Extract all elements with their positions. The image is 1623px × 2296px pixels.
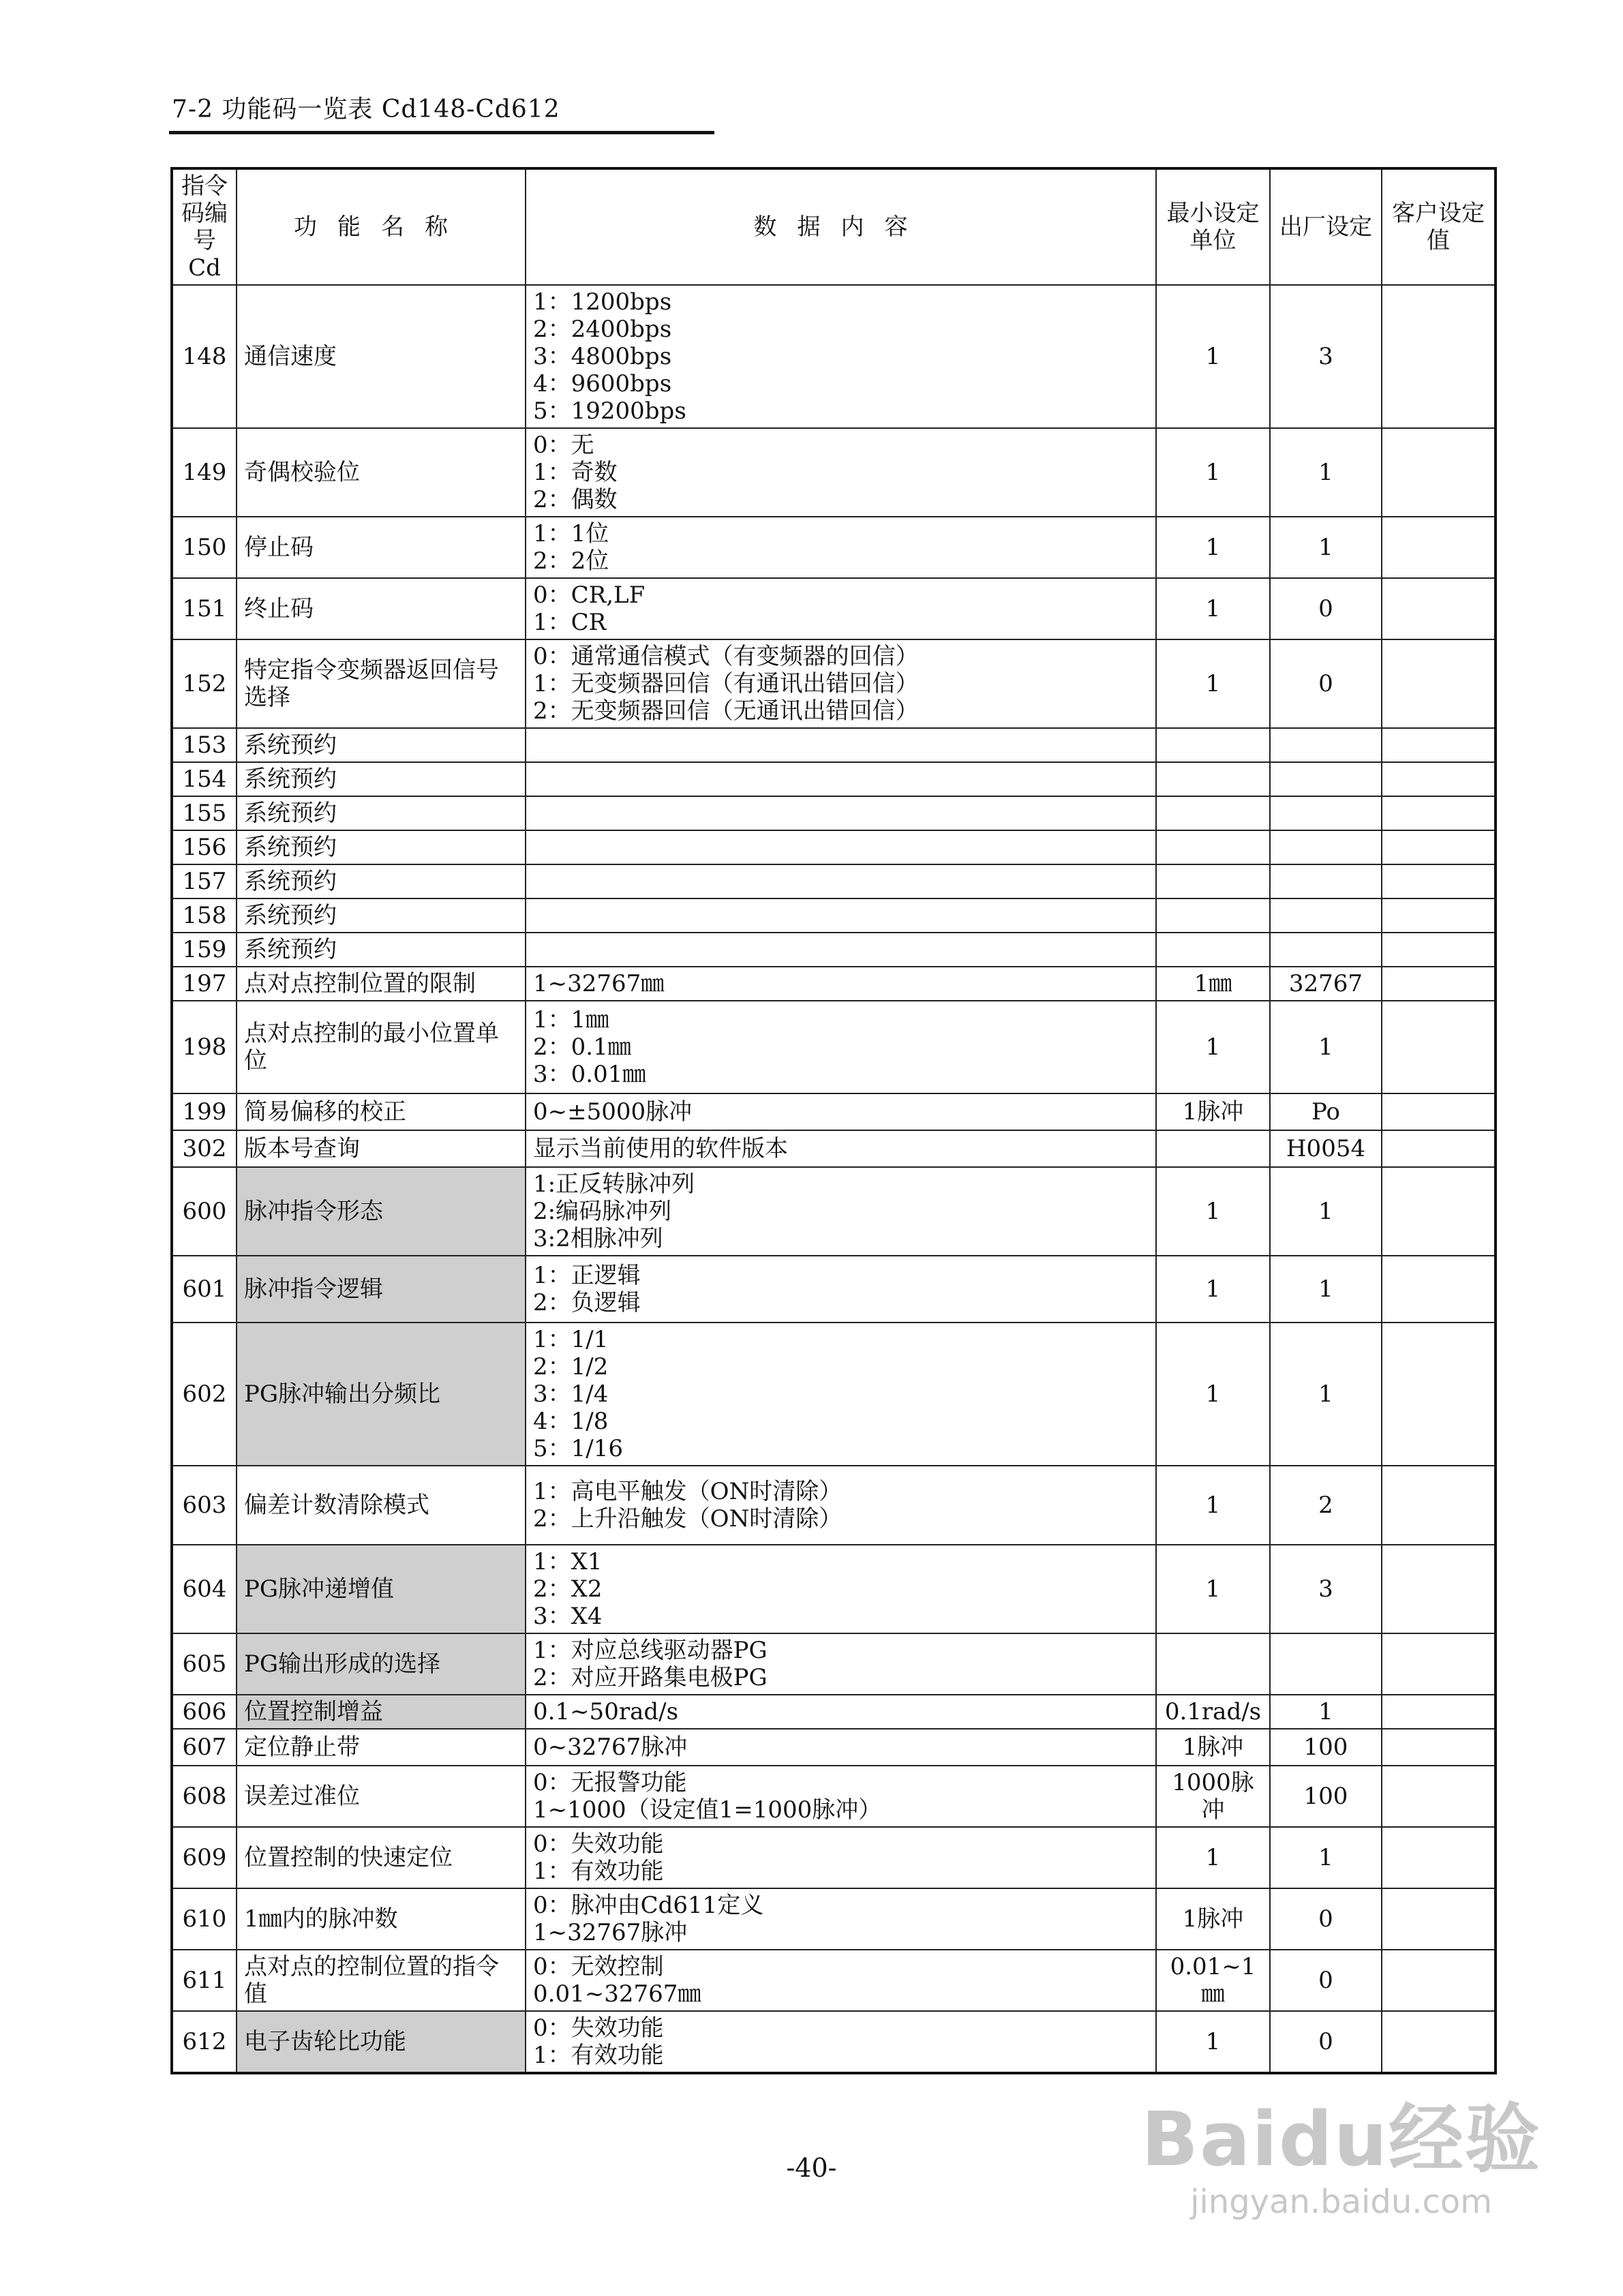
cell-customer-setting	[1382, 1256, 1496, 1323]
content-line: 0.01~32767㎜	[533, 1980, 701, 2008]
table-row	[172, 2011, 1496, 2073]
header-customer-setting: 客户设定值	[1382, 168, 1496, 285]
cell-customer-setting	[1382, 1888, 1496, 1950]
cell-data-content	[526, 967, 1156, 1001]
cell-factory-setting: 32767	[1270, 967, 1382, 1001]
cell-customer-setting	[1382, 578, 1496, 639]
cell-code: 610	[172, 1888, 237, 1950]
cell-code: 600	[172, 1167, 237, 1256]
cell-code: 148	[172, 285, 237, 428]
cell-function-name: 简易偏移的校正	[237, 1093, 526, 1130]
cell-customer-setting	[1382, 898, 1496, 933]
cell-factory-setting: 0	[1270, 1950, 1382, 2011]
table-row	[172, 1466, 1496, 1545]
cell-data-content	[526, 898, 1156, 933]
cell-customer-setting	[1382, 1827, 1496, 1888]
cell-data-content	[526, 285, 1156, 428]
cell-code: 153	[172, 728, 237, 762]
content-line: 2：上升沿触发（ON时清除）	[533, 1505, 843, 1532]
cell-customer-setting	[1382, 517, 1496, 578]
cell-data-content	[526, 1323, 1156, 1466]
cell-data-content	[526, 639, 1156, 728]
table-body	[172, 285, 1496, 2073]
cell-function-name: 系统预约	[237, 933, 526, 967]
cell-customer-setting	[1382, 2011, 1496, 2073]
cell-function-name: 误差过准位	[237, 1766, 526, 1827]
cell-function-name: 奇偶校验位	[237, 428, 526, 517]
table-row	[172, 1167, 1496, 1256]
cell-code: 159	[172, 933, 237, 967]
cell-function-name: 点对点控制的最小位置单位	[237, 1001, 526, 1093]
cell-function-name: 系统预约	[237, 762, 526, 796]
content-line: 5：19200bps	[533, 397, 686, 425]
cell-factory-setting: 1	[1270, 517, 1382, 578]
table-row	[172, 517, 1496, 578]
cell-code: 612	[172, 2011, 237, 2073]
content-line: 3:2相脉冲列	[533, 1225, 663, 1252]
cell-code: 199	[172, 1093, 237, 1130]
cell-customer-setting	[1382, 728, 1496, 762]
cell-factory-setting: 1	[1270, 1001, 1382, 1093]
table-row	[172, 1093, 1496, 1130]
content-line: 3：4800bps	[533, 343, 672, 370]
content-line: 2：无变频器回信（无通讯出错回信）	[533, 697, 919, 725]
cell-data-content	[526, 1827, 1156, 1888]
table-row	[172, 933, 1496, 967]
cell-function-name: 特定指令变频器返回信号选择	[237, 639, 526, 728]
table-row	[172, 1130, 1496, 1167]
cell-factory-setting: H0054	[1270, 1130, 1382, 1167]
cell-data-content	[526, 1888, 1156, 1950]
cell-factory-setting: 0	[1270, 1888, 1382, 1950]
cell-factory-setting: 1	[1270, 1323, 1382, 1466]
cell-function-name: PG输出形成的选择	[237, 1633, 526, 1695]
cell-data-content	[526, 762, 1156, 796]
cell-code: 156	[172, 830, 237, 864]
content-line: 0~±5000脉冲	[533, 1098, 693, 1126]
cell-function-name: 定位静止带	[237, 1729, 526, 1766]
cell-customer-setting	[1382, 762, 1496, 796]
cell-data-content	[526, 1545, 1156, 1633]
cell-min-unit: 1	[1156, 1167, 1270, 1256]
cell-min-unit: 1脉冲	[1156, 1729, 1270, 1766]
cell-min-unit: 1	[1156, 1256, 1270, 1323]
cell-customer-setting	[1382, 1729, 1496, 1766]
content-line: 2：负逻辑	[533, 1289, 641, 1316]
cell-min-unit: 1000脉冲	[1156, 1766, 1270, 1827]
table-row	[172, 1888, 1496, 1950]
cell-code: 611	[172, 1950, 237, 2011]
content-line: 2：0.1㎜	[533, 1033, 631, 1061]
table-row	[172, 762, 1496, 796]
content-line: 1：1㎜	[533, 1006, 609, 1033]
cell-code: 302	[172, 1130, 237, 1167]
cell-customer-setting	[1382, 1545, 1496, 1633]
cell-min-unit: 1	[1156, 1545, 1270, 1633]
cell-code: 157	[172, 864, 237, 898]
cell-min-unit: 1脉冲	[1156, 1888, 1270, 1950]
cell-factory-setting	[1270, 1633, 1382, 1695]
cell-factory-setting: 1	[1270, 1256, 1382, 1323]
table-row	[172, 728, 1496, 762]
cell-min-unit: 1	[1156, 2011, 1270, 2073]
cell-function-name: 偏差计数清除模式	[237, 1466, 526, 1545]
content-line: 0：无	[533, 432, 594, 459]
content-line: 3：X4	[533, 1603, 603, 1630]
cell-function-name: 脉冲指令逻辑	[237, 1256, 526, 1323]
content-line: 1：1/1	[533, 1326, 609, 1353]
content-line: 1：正逻辑	[533, 1262, 641, 1289]
cell-min-unit: 1	[1156, 517, 1270, 578]
content-line: 2：2400bps	[533, 316, 672, 343]
header-code: 指令码编号Cd	[172, 168, 237, 285]
content-line: 4：1/8	[533, 1408, 609, 1435]
content-line: 1：对应总线驱动器PG	[533, 1637, 768, 1664]
content-line: 1:正反转脉冲列	[533, 1170, 695, 1198]
cell-data-content	[526, 1001, 1156, 1093]
cell-customer-setting	[1382, 285, 1496, 428]
watermark-url: jingyan.baidu.com	[1190, 2183, 1493, 2221]
table-row	[172, 1950, 1496, 2011]
content-line: 2：1/2	[533, 1353, 609, 1380]
content-line: 0：脉冲由Cd611定义	[533, 1892, 764, 1919]
content-line: 0~32767脉冲	[533, 1734, 688, 1761]
cell-factory-setting	[1270, 762, 1382, 796]
table-row	[172, 1545, 1496, 1633]
cell-data-content	[526, 1729, 1156, 1766]
cell-customer-setting	[1382, 428, 1496, 517]
table-row	[172, 898, 1496, 933]
cell-min-unit	[1156, 796, 1270, 830]
header-data-content: 数据内容	[526, 168, 1156, 285]
cell-function-name: 停止码	[237, 517, 526, 578]
header-factory-setting: 出厂设定	[1270, 168, 1382, 285]
cell-factory-setting: 1	[1270, 428, 1382, 517]
cell-code: 154	[172, 762, 237, 796]
cell-min-unit: 1	[1156, 1827, 1270, 1888]
watermark-logo: Baidu经验	[1141, 2096, 1541, 2183]
cell-function-name: PG脉冲输出分频比	[237, 1323, 526, 1466]
cell-function-name: 位置控制增益	[237, 1695, 526, 1729]
cell-code: 602	[172, 1323, 237, 1466]
cell-code: 609	[172, 1827, 237, 1888]
cell-data-content	[526, 796, 1156, 830]
cell-min-unit	[1156, 864, 1270, 898]
cell-code: 197	[172, 967, 237, 1001]
cell-min-unit	[1156, 933, 1270, 967]
cell-factory-setting: 0	[1270, 2011, 1382, 2073]
content-line: 1：1200bps	[533, 288, 672, 316]
content-line: 4：9600bps	[533, 370, 672, 397]
cell-customer-setting	[1382, 1093, 1496, 1130]
cell-data-content	[526, 1130, 1156, 1167]
cell-function-name: 系统预约	[237, 728, 526, 762]
content-line: 0：无报警功能	[533, 1769, 687, 1796]
cell-data-content	[526, 1695, 1156, 1729]
table-row	[172, 1827, 1496, 1888]
table-row	[172, 578, 1496, 639]
cell-min-unit: 1	[1156, 1466, 1270, 1545]
cell-code: 607	[172, 1729, 237, 1766]
cell-data-content	[526, 728, 1156, 762]
content-line: 显示当前使用的软件版本	[533, 1135, 788, 1162]
cell-factory-setting: Po	[1270, 1093, 1382, 1130]
cell-function-name: 点对点控制位置的限制	[237, 967, 526, 1001]
cell-min-unit	[1156, 830, 1270, 864]
content-line: 1~32767脉冲	[533, 1919, 688, 1946]
cell-customer-setting	[1382, 1766, 1496, 1827]
cell-code: 604	[172, 1545, 237, 1633]
cell-data-content	[526, 1256, 1156, 1323]
cell-factory-setting	[1270, 898, 1382, 933]
cell-data-content	[526, 578, 1156, 639]
content-line: 2：2位	[533, 547, 609, 575]
table-header-row	[172, 168, 1496, 285]
cell-function-name: 系统预约	[237, 898, 526, 933]
cell-factory-setting: 1	[1270, 1695, 1382, 1729]
cell-code: 155	[172, 796, 237, 830]
table-row	[172, 967, 1496, 1001]
content-line: 2：偶数	[533, 486, 618, 513]
cell-factory-setting: 0	[1270, 578, 1382, 639]
cell-code: 605	[172, 1633, 237, 1695]
cell-customer-setting	[1382, 1466, 1496, 1545]
watermark	[1141, 2079, 1541, 2221]
cell-customer-setting	[1382, 1633, 1496, 1695]
cell-min-unit: 1	[1156, 639, 1270, 728]
cell-code: 151	[172, 578, 237, 639]
content-line: 1：无变频器回信（有通讯出错回信）	[533, 670, 919, 697]
cell-code: 152	[172, 639, 237, 728]
table-row	[172, 1256, 1496, 1323]
header-function-name: 功能名称	[237, 168, 526, 285]
content-line: 2：X2	[533, 1575, 603, 1603]
content-line: 3：1/4	[533, 1380, 609, 1408]
cell-function-name: 1㎜内的脉冲数	[237, 1888, 526, 1950]
cell-min-unit	[1156, 728, 1270, 762]
cell-data-content	[526, 1633, 1156, 1695]
table-row	[172, 1729, 1496, 1766]
content-line: 1：有效功能	[533, 2042, 664, 2069]
content-line: 2：对应开路集电极PG	[533, 1664, 768, 1691]
cell-factory-setting: 0	[1270, 639, 1382, 728]
cell-data-content	[526, 1093, 1156, 1130]
table-row	[172, 864, 1496, 898]
cell-factory-setting: 2	[1270, 1466, 1382, 1545]
cell-factory-setting	[1270, 796, 1382, 830]
cell-function-name: 系统预约	[237, 830, 526, 864]
cell-function-name: 位置控制的快速定位	[237, 1827, 526, 1888]
content-line: 1：1位	[533, 520, 609, 547]
cell-factory-setting: 1	[1270, 1827, 1382, 1888]
cell-code: 608	[172, 1766, 237, 1827]
cell-factory-setting: 3	[1270, 1545, 1382, 1633]
cell-min-unit: 0.1rad/s	[1156, 1695, 1270, 1729]
cell-customer-setting	[1382, 1167, 1496, 1256]
cell-data-content	[526, 1466, 1156, 1545]
cell-customer-setting	[1382, 796, 1496, 830]
cell-min-unit	[1156, 762, 1270, 796]
page-number: -40-	[786, 2153, 837, 2183]
cell-customer-setting	[1382, 967, 1496, 1001]
cell-min-unit: 1㎜	[1156, 967, 1270, 1001]
cell-code: 606	[172, 1695, 237, 1729]
table-row	[172, 285, 1496, 428]
content-line: 2:编码脉冲列	[533, 1198, 672, 1225]
cell-factory-setting: 3	[1270, 285, 1382, 428]
cell-function-name: PG脉冲递增值	[237, 1545, 526, 1633]
cell-min-unit: 1	[1156, 1323, 1270, 1466]
content-line: 1：有效功能	[533, 1858, 664, 1885]
cell-data-content	[526, 864, 1156, 898]
content-line: 0：失效功能	[533, 2014, 664, 2042]
cell-customer-setting	[1382, 1950, 1496, 2011]
table-row	[172, 1323, 1496, 1466]
content-line: 1~32767㎜	[533, 970, 665, 997]
content-line: 0：通常通信模式（有变频器的回信）	[533, 643, 919, 670]
cell-factory-setting	[1270, 728, 1382, 762]
cell-min-unit	[1156, 898, 1270, 933]
cell-min-unit	[1156, 1633, 1270, 1695]
table-row	[172, 796, 1496, 830]
content-line: 0：失效功能	[533, 1830, 664, 1858]
content-line: 3：0.01㎜	[533, 1061, 646, 1088]
cell-data-content	[526, 1950, 1156, 2011]
cell-code: 601	[172, 1256, 237, 1323]
cell-function-name: 脉冲指令形态	[237, 1167, 526, 1256]
cell-min-unit: 1	[1156, 428, 1270, 517]
table-row	[172, 1766, 1496, 1827]
cell-factory-setting	[1270, 864, 1382, 898]
cell-function-name: 点对点的控制位置的指令值	[237, 1950, 526, 2011]
table-row	[172, 1001, 1496, 1093]
cell-function-name: 系统预约	[237, 796, 526, 830]
content-line: 1：高电平触发（ON时清除）	[533, 1478, 843, 1505]
cell-min-unit: 1脉冲	[1156, 1093, 1270, 1130]
content-line: 1：CR	[533, 609, 607, 636]
cell-code: 158	[172, 898, 237, 933]
content-line: 1：X1	[533, 1548, 603, 1575]
cell-code: 603	[172, 1466, 237, 1545]
cell-customer-setting	[1382, 1323, 1496, 1466]
cell-factory-setting: 100	[1270, 1729, 1382, 1766]
table-row	[172, 1633, 1496, 1695]
table-row	[172, 428, 1496, 517]
cell-data-content	[526, 428, 1156, 517]
cell-factory-setting	[1270, 830, 1382, 864]
content-line: 0：无效控制	[533, 1953, 664, 1980]
cell-function-name: 通信速度	[237, 285, 526, 428]
cell-data-content	[526, 830, 1156, 864]
cell-customer-setting	[1382, 1130, 1496, 1167]
content-line: 0.1~50rad/s	[533, 1698, 679, 1725]
cell-data-content	[526, 1167, 1156, 1256]
cell-code: 149	[172, 428, 237, 517]
cell-min-unit: 1	[1156, 578, 1270, 639]
cell-function-name: 电子齿轮比功能	[237, 2011, 526, 2073]
cell-customer-setting	[1382, 1001, 1496, 1093]
cell-data-content	[526, 933, 1156, 967]
cell-customer-setting	[1382, 639, 1496, 728]
cell-factory-setting: 100	[1270, 1766, 1382, 1827]
cell-function-name: 终止码	[237, 578, 526, 639]
content-line: 0：CR,LF	[533, 581, 646, 609]
cell-function-name: 版本号查询	[237, 1130, 526, 1167]
content-line: 1：奇数	[533, 459, 618, 486]
cell-function-name: 系统预约	[237, 864, 526, 898]
page-header-title: 7-2 功能码一览表 Cd148-Cd612	[172, 95, 560, 123]
cell-data-content	[526, 1766, 1156, 1827]
header-rule	[169, 131, 714, 134]
table-row	[172, 639, 1496, 728]
cell-min-unit	[1156, 1130, 1270, 1167]
cell-min-unit: 1	[1156, 1001, 1270, 1093]
content-line: 1~1000（设定值1=1000脉冲）	[533, 1796, 882, 1824]
cell-min-unit: 0.01~1㎜	[1156, 1950, 1270, 2011]
cell-customer-setting	[1382, 830, 1496, 864]
cell-data-content	[526, 2011, 1156, 2073]
function-code-table	[170, 167, 1497, 2074]
cell-customer-setting	[1382, 1695, 1496, 1729]
cell-data-content	[526, 517, 1156, 578]
cell-factory-setting	[1270, 933, 1382, 967]
table-row	[172, 830, 1496, 864]
cell-min-unit: 1	[1156, 285, 1270, 428]
cell-code: 198	[172, 1001, 237, 1093]
cell-customer-setting	[1382, 933, 1496, 967]
cell-code: 150	[172, 517, 237, 578]
header-min-unit: 最小设定单位	[1156, 168, 1270, 285]
table-row	[172, 1695, 1496, 1729]
content-line: 5：1/16	[533, 1435, 623, 1462]
cell-factory-setting: 1	[1270, 1167, 1382, 1256]
cell-customer-setting	[1382, 864, 1496, 898]
